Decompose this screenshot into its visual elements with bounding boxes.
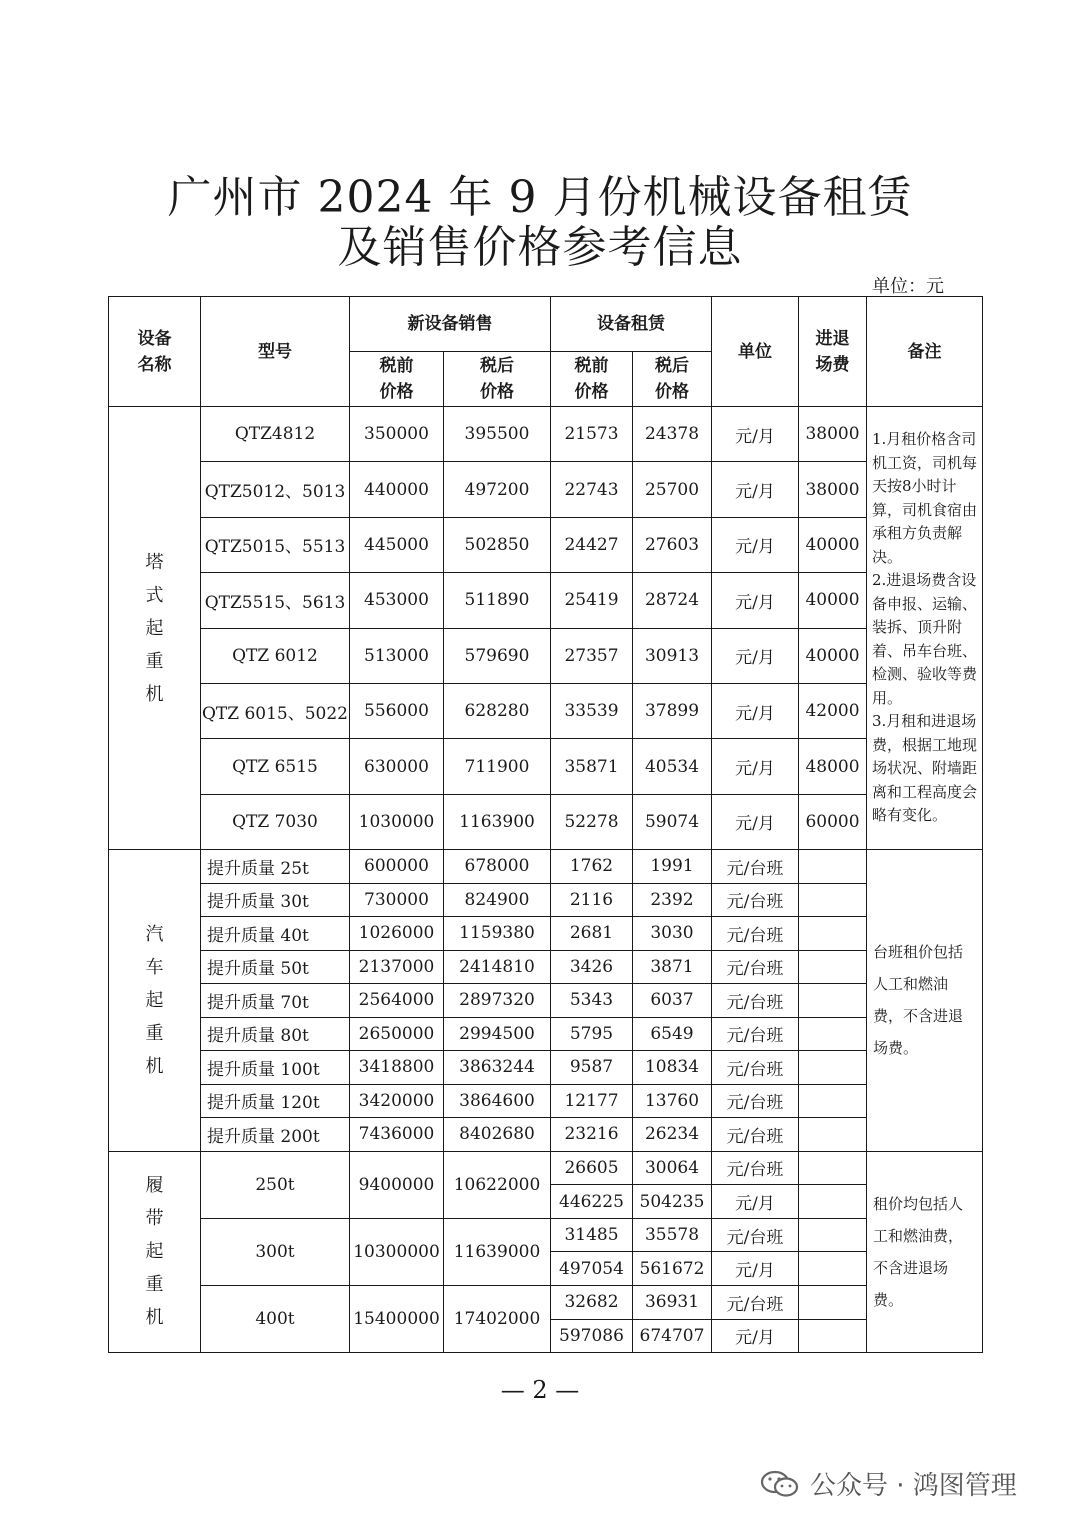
rent-pre-tax-cell: 3426 — [551, 950, 633, 984]
table-row — [109, 794, 983, 849]
rent-after-tax-cell: 3871 — [633, 950, 712, 984]
header-sale-after-tax: 税后 价格 — [444, 352, 551, 407]
sale-after-tax-cell: 1159380 — [444, 917, 551, 951]
sale-after-tax-cell: 3864600 — [444, 1084, 551, 1118]
sale-after-tax-cell: 1163900 — [444, 794, 551, 849]
fee-cell — [799, 1118, 867, 1152]
unit-cell: 元/月 — [712, 407, 799, 462]
table-row — [109, 1118, 983, 1152]
sale-pre-tax-cell: 630000 — [350, 739, 444, 794]
fee-cell — [799, 917, 867, 951]
rent-pre-tax-cell: 9587 — [551, 1051, 633, 1085]
model-cell: QTZ 7030 — [201, 794, 350, 849]
remarks-crawler: 租价均包括人工和燃油费，不含进退场费。 — [867, 1151, 983, 1353]
header-rent-pre-tax: 税前 价格 — [551, 352, 633, 407]
rent-after-tax-cell: 13760 — [633, 1084, 712, 1118]
unit-cell: 元/月 — [712, 683, 799, 738]
header-entry-exit-fee: 进退 场费 — [799, 297, 867, 407]
sale-after-tax-cell: 2897320 — [444, 984, 551, 1018]
rent-after-tax-cell: 6037 — [633, 984, 712, 1018]
fee-cell: 40000 — [799, 628, 867, 683]
rent-pre-tax-cell: 52278 — [551, 794, 633, 849]
model-cell: QTZ 6515 — [201, 739, 350, 794]
unit-cell: 元/台班 — [712, 1218, 799, 1252]
model-cell: QTZ5515、5613 — [201, 573, 350, 628]
unit-cell: 元/台班 — [712, 1017, 799, 1051]
remarks-truck: 台班租价包括人工和燃油费，不含进退场费。 — [867, 850, 983, 1152]
unit-cell: 元/月 — [712, 517, 799, 572]
model-cell: 提升质量 200t — [201, 1118, 350, 1152]
sale-after-tax-cell: 3863244 — [444, 1051, 551, 1085]
rent-pre-tax-cell: 446225 — [551, 1185, 633, 1219]
model-cell: QTZ5015、5513 — [201, 517, 350, 572]
sale-after-tax-cell: 824900 — [444, 883, 551, 917]
table-row — [109, 917, 983, 951]
sale-pre-tax-cell: 513000 — [350, 628, 444, 683]
model-cell: 提升质量 30t — [201, 883, 350, 917]
rent-after-tax-cell: 6549 — [633, 1017, 712, 1051]
rent-after-tax-cell: 40534 — [633, 739, 712, 794]
fee-cell — [799, 1286, 867, 1320]
model-cell: 提升质量 120t — [201, 1084, 350, 1118]
unit-cell: 元/月 — [712, 573, 799, 628]
rent-pre-tax-cell: 5343 — [551, 984, 633, 1018]
fee-cell: 38000 — [799, 462, 867, 517]
unit-cell: 元/台班 — [712, 1151, 799, 1185]
sale-after-tax-cell: 395500 — [444, 407, 551, 462]
sale-after-tax-cell: 678000 — [444, 850, 551, 884]
table-row — [109, 683, 983, 738]
rent-pre-tax-cell: 5795 — [551, 1017, 633, 1051]
rent-after-tax-cell: 25700 — [633, 462, 712, 517]
fee-cell — [799, 883, 867, 917]
table-row — [109, 573, 983, 628]
rent-after-tax-cell: 561672 — [633, 1252, 712, 1286]
category-tower: 塔 式 起 重 机 — [109, 407, 201, 850]
category-crawler: 履 带 起 重 机 — [109, 1151, 201, 1353]
category-truck: 汽 车 起 重 机 — [109, 850, 201, 1152]
rent-after-tax-cell: 504235 — [633, 1185, 712, 1219]
fee-cell — [799, 1084, 867, 1118]
rent-pre-tax-cell: 27357 — [551, 628, 633, 683]
sale-pre-tax-cell: 556000 — [350, 683, 444, 738]
rent-after-tax-cell: 36931 — [633, 1286, 712, 1320]
sale-pre-tax-cell: 3420000 — [350, 1084, 444, 1118]
table-row — [109, 1084, 983, 1118]
rent-after-tax-cell: 1991 — [633, 850, 712, 884]
rent-pre-tax-cell: 597086 — [551, 1319, 633, 1353]
rent-after-tax-cell: 2392 — [633, 883, 712, 917]
fee-cell — [799, 1151, 867, 1185]
unit-cell: 元/月 — [712, 462, 799, 517]
rent-pre-tax-cell: 25419 — [551, 573, 633, 628]
rent-after-tax-cell: 10834 — [633, 1051, 712, 1085]
rent-pre-tax-cell: 1762 — [551, 850, 633, 884]
model-cell: 提升质量 80t — [201, 1017, 350, 1051]
model-cell: QTZ4812 — [201, 407, 350, 462]
model-cell: 提升质量 25t — [201, 850, 350, 884]
rent-pre-tax-cell: 2681 — [551, 917, 633, 951]
fee-cell — [799, 1017, 867, 1051]
table-row — [109, 1286, 983, 1320]
watermark-text: 公众号 · 鸿图管理 — [810, 1471, 1017, 1501]
unit-cell: 元/月 — [712, 1252, 799, 1286]
rent-pre-tax-cell: 21573 — [551, 407, 633, 462]
sale-after-tax-cell: 628280 — [444, 683, 551, 738]
table-row — [109, 517, 983, 572]
fee-cell: 42000 — [799, 683, 867, 738]
fee-cell: 38000 — [799, 407, 867, 462]
watermark — [760, 1465, 1017, 1502]
rent-pre-tax-cell: 32682 — [551, 1286, 633, 1320]
model-cell: 提升质量 100t — [201, 1051, 350, 1085]
sale-pre-tax-cell: 2564000 — [350, 984, 444, 1018]
sale-pre-tax-cell: 15400000 — [350, 1286, 444, 1353]
unit-cell: 元/台班 — [712, 1286, 799, 1320]
rent-after-tax-cell: 35578 — [633, 1218, 712, 1252]
sale-pre-tax-cell: 2137000 — [350, 950, 444, 984]
table-row — [109, 407, 983, 462]
sale-pre-tax-cell: 350000 — [350, 407, 444, 462]
sale-pre-tax-cell: 600000 — [350, 850, 444, 884]
sale-pre-tax-cell: 10300000 — [350, 1218, 444, 1285]
sale-after-tax-cell: 2414810 — [444, 950, 551, 984]
fee-cell: 48000 — [799, 739, 867, 794]
sale-pre-tax-cell: 445000 — [350, 517, 444, 572]
header-rent-after-tax: 税后 价格 — [633, 352, 712, 407]
rent-pre-tax-cell: 2116 — [551, 883, 633, 917]
unit-cell: 元/月 — [712, 1185, 799, 1219]
model-cell: 提升质量 40t — [201, 917, 350, 951]
sale-pre-tax-cell: 440000 — [350, 462, 444, 517]
table-row — [109, 950, 983, 984]
unit-cell: 元/台班 — [712, 883, 799, 917]
rent-pre-tax-cell: 23216 — [551, 1118, 633, 1152]
model-cell: 250t — [201, 1151, 350, 1218]
unit-cell: 元/月 — [712, 1319, 799, 1353]
unit-cell: 元/台班 — [712, 1084, 799, 1118]
rent-pre-tax-cell: 33539 — [551, 683, 633, 738]
unit-cell: 元/台班 — [712, 1051, 799, 1085]
table-row — [109, 1051, 983, 1085]
fee-cell — [799, 1252, 867, 1286]
unit-cell: 元/台班 — [712, 950, 799, 984]
unit-cell: 元/台班 — [712, 917, 799, 951]
rent-pre-tax-cell: 35871 — [551, 739, 633, 794]
unit-cell: 元/月 — [712, 739, 799, 794]
model-cell: QTZ5012、5013 — [201, 462, 350, 517]
model-cell: QTZ 6015、5022 — [201, 683, 350, 738]
header-model: 型号 — [201, 297, 350, 407]
unit-cell: 元/月 — [712, 628, 799, 683]
unit-cell: 元/台班 — [712, 984, 799, 1018]
remarks-tower: 1.月租价格含司机工资，司机每天按8小时计算，司机食宿由承租方负责解决。 2.进退场费含设备申报、运输、装拆、顶升附着、吊车台班、检测、验收等费用。 3.月租和进退场费，根据工地现场状况、附墙距离和工程高度会略有变化。 — [867, 407, 983, 850]
model-cell: QTZ 6012 — [201, 628, 350, 683]
rent-after-tax-cell: 28724 — [633, 573, 712, 628]
sale-pre-tax-cell: 2650000 — [350, 1017, 444, 1051]
rent-after-tax-cell: 674707 — [633, 1319, 712, 1353]
rent-after-tax-cell: 26234 — [633, 1118, 712, 1152]
header-sale-pre-tax: 税前 价格 — [350, 352, 444, 407]
unit-note: 单位：元 — [872, 276, 944, 297]
rent-after-tax-cell: 59074 — [633, 794, 712, 849]
header-new-sales: 新设备销售 — [350, 297, 551, 352]
model-cell: 提升质量 70t — [201, 984, 350, 1018]
unit-cell: 元/台班 — [712, 1118, 799, 1152]
rent-after-tax-cell: 3030 — [633, 917, 712, 951]
table-row — [109, 628, 983, 683]
fee-cell — [799, 1185, 867, 1219]
table-row — [109, 1017, 983, 1051]
sale-after-tax-cell: 10622000 — [444, 1151, 551, 1218]
rent-pre-tax-cell: 24427 — [551, 517, 633, 572]
sale-pre-tax-cell: 453000 — [350, 573, 444, 628]
price-table — [108, 296, 983, 1353]
header-equipment-name: 设备 名称 — [109, 297, 201, 407]
table-row — [109, 1151, 983, 1185]
fee-cell — [799, 1218, 867, 1252]
document-title-line2: 及销售价格参考信息 — [337, 222, 743, 273]
unit-cell: 元/台班 — [712, 850, 799, 884]
sale-after-tax-cell: 8402680 — [444, 1118, 551, 1152]
header-remarks: 备注 — [867, 297, 983, 407]
sale-after-tax-cell: 497200 — [444, 462, 551, 517]
table-row — [109, 1218, 983, 1252]
fee-cell: 40000 — [799, 517, 867, 572]
sale-pre-tax-cell: 9400000 — [350, 1151, 444, 1218]
rent-after-tax-cell: 30064 — [633, 1151, 712, 1185]
page-number: — 2 — — [500, 1376, 580, 1404]
unit-cell: 元/月 — [712, 794, 799, 849]
sale-pre-tax-cell: 1026000 — [350, 917, 444, 951]
fee-cell — [799, 950, 867, 984]
header-rental: 设备租赁 — [551, 297, 712, 352]
fee-cell — [799, 1051, 867, 1085]
table-row — [109, 883, 983, 917]
table-row — [109, 739, 983, 794]
rent-pre-tax-cell: 497054 — [551, 1252, 633, 1286]
document-title-line1: 广州市 2024 年 9 月份机械设备租赁 — [167, 172, 913, 223]
fee-cell — [799, 984, 867, 1018]
rent-after-tax-cell: 27603 — [633, 517, 712, 572]
sale-after-tax-cell: 2994500 — [444, 1017, 551, 1051]
fee-cell: 40000 — [799, 573, 867, 628]
sale-after-tax-cell: 579690 — [444, 628, 551, 683]
sale-pre-tax-cell: 730000 — [350, 883, 444, 917]
rent-pre-tax-cell: 12177 — [551, 1084, 633, 1118]
rent-pre-tax-cell: 26605 — [551, 1151, 633, 1185]
model-cell: 提升质量 50t — [201, 950, 350, 984]
rent-after-tax-cell: 30913 — [633, 628, 712, 683]
sale-pre-tax-cell: 1030000 — [350, 794, 444, 849]
fee-cell: 60000 — [799, 794, 867, 849]
model-cell: 300t — [201, 1218, 350, 1285]
rent-after-tax-cell: 37899 — [633, 683, 712, 738]
sale-after-tax-cell: 17402000 — [444, 1286, 551, 1353]
fee-cell — [799, 1319, 867, 1353]
sale-pre-tax-cell: 3418800 — [350, 1051, 444, 1085]
sale-after-tax-cell: 511890 — [444, 573, 551, 628]
model-cell: 400t — [201, 1286, 350, 1353]
fee-cell — [799, 850, 867, 884]
table-row — [109, 984, 983, 1018]
sale-after-tax-cell: 11639000 — [444, 1218, 551, 1285]
sale-after-tax-cell: 502850 — [444, 517, 551, 572]
sale-pre-tax-cell: 7436000 — [350, 1118, 444, 1152]
rent-pre-tax-cell: 22743 — [551, 462, 633, 517]
sale-after-tax-cell: 711900 — [444, 739, 551, 794]
table-row — [109, 850, 983, 884]
wechat-icon — [760, 1469, 800, 1499]
rent-pre-tax-cell: 31485 — [551, 1218, 633, 1252]
header-unit: 单位 — [712, 297, 799, 407]
rent-after-tax-cell: 24378 — [633, 407, 712, 462]
table-row — [109, 462, 983, 517]
